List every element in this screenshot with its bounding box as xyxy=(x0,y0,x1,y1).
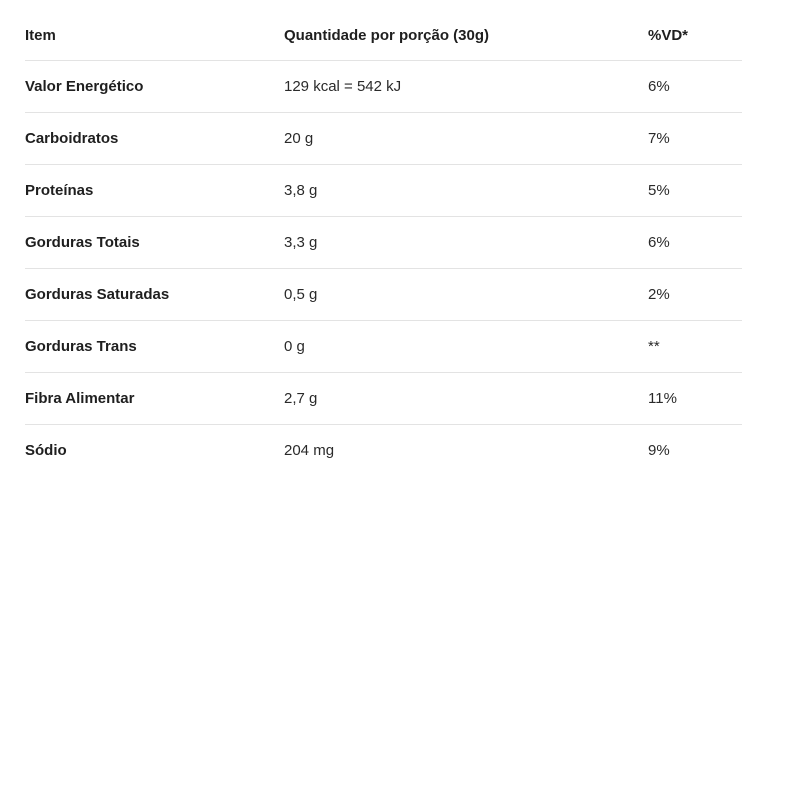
nutrient-name: Valor Energético xyxy=(25,77,144,95)
column-header-item: Item xyxy=(25,27,56,44)
nutrient-name: Carboidratos xyxy=(25,129,119,147)
nutrient-name: Gorduras Trans xyxy=(25,337,137,355)
nutrient-name: Gorduras Totais xyxy=(25,233,140,251)
table-row xyxy=(25,373,742,425)
nutrient-quantity: 204 mg xyxy=(284,442,335,459)
nutrient-quantity: 3,8 g xyxy=(284,181,318,199)
nutrient-daily-value: 6% xyxy=(648,233,670,251)
nutrient-daily-value: 2% xyxy=(648,285,670,303)
table-row xyxy=(25,217,742,269)
nutrition-table xyxy=(25,12,742,477)
table-row xyxy=(25,269,742,321)
nutrient-name: Fibra Alimentar xyxy=(25,389,135,407)
nutrient-quantity: 129 kcal = 542 kJ xyxy=(284,77,402,95)
nutrient-name: Sódio xyxy=(25,442,67,459)
table-row xyxy=(25,425,742,477)
nutrient-daily-value: ** xyxy=(648,337,660,355)
table-row xyxy=(25,165,742,217)
nutrient-quantity: 20 g xyxy=(284,129,314,147)
nutrient-daily-value: 6% xyxy=(648,77,670,95)
nutrient-daily-value: 11% xyxy=(648,389,677,407)
nutrient-quantity: 0,5 g xyxy=(284,285,318,303)
nutrient-quantity: 2,7 g xyxy=(284,389,318,407)
nutrient-daily-value: 5% xyxy=(648,181,670,199)
table-row xyxy=(25,321,742,373)
nutrient-quantity: 0 g xyxy=(284,337,305,355)
table-row xyxy=(25,61,742,113)
table-row xyxy=(25,113,742,165)
nutrient-name: Gorduras Saturadas xyxy=(25,285,170,303)
table-header-row xyxy=(25,12,742,61)
nutrient-name: Proteínas xyxy=(25,181,94,199)
nutrient-daily-value: 9% xyxy=(648,442,670,459)
nutrient-quantity: 3,3 g xyxy=(284,233,318,251)
nutrient-daily-value: 7% xyxy=(648,129,670,147)
column-header-daily-value: %VD* xyxy=(648,27,689,44)
column-header-quantity: Quantidade por porção (30g) xyxy=(284,27,490,44)
